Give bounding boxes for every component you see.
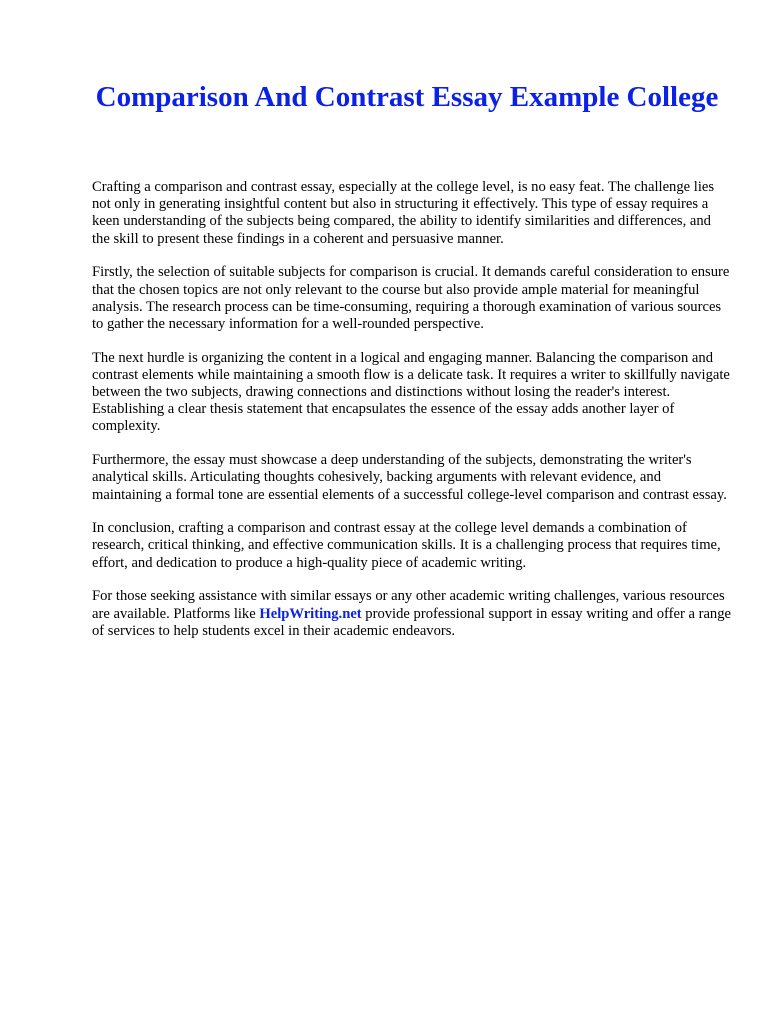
paragraph-intro: Crafting a comparison and contrast essay, especially at the college level, is no easy feat. The challenge lies not only in generating insightful content but also in structuring it effectively. This type of essay requires a keen understanding of the subjects being compared, the ability to identify similarities and differences, and the skill to present these findings in a coherent and persuasive manner. xyxy=(92,179,715,247)
closing-text-before-link: For those seeking assistance with similar essays or any other academic writing challenges, various resources are available. Platforms like xyxy=(92,588,725,622)
paragraph-conclusion: In conclusion, crafting a comparison and contrast essay at the college level demands a combination of research, critical thinking, and effective communication skills. It is a challenging process that requires time, effort, and dedication to produce a high-quality piece of academic writing. xyxy=(92,520,721,571)
helpwriting-link[interactable]: HelpWriting.net xyxy=(259,605,362,622)
paragraph-understanding: Furthermore, the essay must showcase a deep understanding of the subjects, demonstrating the writer's analytical skills. Articulating thoughts cohesively, backing arguments with relevant evidence, and maintaining a formal tone are essential elements of a successful college-level comparison and contrast essay. xyxy=(92,452,727,503)
paragraph-closing xyxy=(92,588,732,640)
document-body xyxy=(92,179,732,656)
document-title: Comparison And Contrast Essay Example College xyxy=(95,81,719,113)
paragraph-subject-selection: Firstly, the selection of suitable subjects for comparison is crucial. It demands careful consideration to ensure that the chosen topics are not only relevant to the course but also provide ample material for meaningful analysis. The research process can be time-consuming, requiring a thorough examination of various sources to gather the necessary information for a well-rounded perspective. xyxy=(92,264,730,332)
closing-text-after-link: provide professional support in essay writing and offer a range of services to help students excel in their academic endeavors. xyxy=(92,605,731,639)
paragraph-organization: The next hurdle is organizing the content in a logical and engaging manner. Balancing the comparison and contrast elements while maintaining a smooth flow is a delicate task. It requires a writer to skillfully navigate between the two subjects, drawing connections and distinctions without losing the reader's interest. Establishing a clear thesis statement that encapsulates the essence of the essay adds another layer of complexity. xyxy=(92,349,730,435)
